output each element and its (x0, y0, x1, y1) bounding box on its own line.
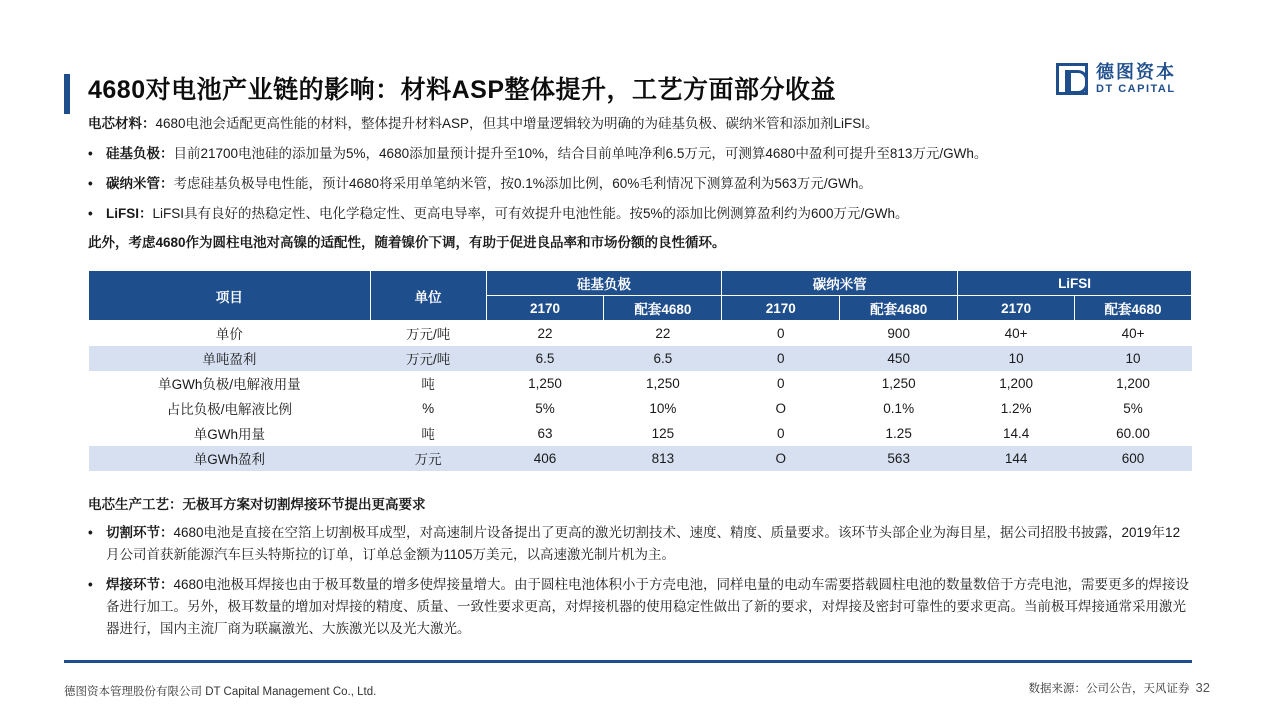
intro-label: 电芯材料： (88, 116, 156, 131)
row-value: 0.1% (883, 400, 915, 416)
table-row (89, 421, 1192, 446)
logo-en-text: DT CAPITAL (1096, 83, 1176, 95)
logo-cn-text: 德图资本 (1096, 62, 1176, 82)
bullet-text: 4680电池是直接在空箔上切割极耳成型，对高速制片设备提出了更高的激光切割技术、速度、精度、质量要求。该环节头部企业为海目星，据公司招股书披露，2019年12月公司首获新能源汽车巨头特斯拉的订单，订单总金额为1105万美元，以高速激光制片机为主。 (106, 525, 1181, 562)
header-sub-col: 2170 (486, 296, 604, 321)
table-row (89, 446, 1192, 471)
bullet-label: 硅基负极： (106, 146, 174, 161)
table-row (89, 321, 1192, 346)
bullet-text: 考虑硅基负极导电性能，预计4680将采用单笔纳米管，按0.1%添加比例，60%毛利情况下测算盈利为563万元/GWh。 (173, 176, 872, 191)
row-value: 125 (651, 425, 675, 441)
row-value: 0 (777, 375, 785, 391)
row-value: 0 (777, 325, 785, 341)
row-value: 450 (840, 346, 958, 371)
row-value: 1,250 (528, 375, 562, 391)
row-value: 1,200 (999, 375, 1033, 391)
materials-table (88, 270, 1192, 471)
row-value: 1.25 (885, 425, 912, 441)
bullet-dot-icon: • (88, 525, 93, 540)
header-sub-col: 2170 (722, 296, 840, 321)
row-value: 813 (604, 446, 722, 471)
bullet-text: 4680电池极耳焊接也由于极耳数量的增多使焊接量增大。由于圆柱电池体积小于方壳电池，同样电量的电动车需要搭载圆柱电池的数量数倍于方壳电池，需要更多的焊接设备进行加工。另外，极耳数量的增加对焊接的精度、质量、一致性要求更高，对焊接机器的使用稳定性做出了新的要求，对焊接及密封可靠性的要求更高。当前极耳焊接通常采用激光器进行，国内主流厂商为联赢激光、大族激光以及光大激光。 (106, 577, 1190, 636)
bullet-label: LiFSI： (106, 206, 153, 221)
row-unit: 万元/吨 (406, 327, 451, 343)
row-value: 40+ (1004, 325, 1028, 341)
header-sub-col: 2170 (958, 296, 1075, 321)
row-value: 40+ (1121, 325, 1145, 341)
row-value: 6.5 (486, 346, 604, 371)
bullet-dot-icon: • (88, 176, 93, 191)
process-section (88, 495, 1192, 640)
row-item: 单GWh盈利 (89, 446, 371, 471)
table-row (89, 346, 1192, 371)
row-value: 10% (649, 400, 677, 416)
page-title: 4680对电池产业链的影响：材料ASP整体提升，工艺方面部分收益 (88, 76, 837, 104)
process-heading: 电芯生产工艺：无极耳方案对切割焊接环节提出更高要求 (88, 497, 426, 512)
row-unit: 万元/吨 (370, 346, 486, 371)
row-value: 0 (722, 346, 840, 371)
bullet-dot-icon: • (88, 577, 93, 592)
row-value: 6.5 (604, 346, 722, 371)
row-value: 14.4 (1002, 425, 1030, 441)
row-value: 22 (655, 325, 671, 341)
header-item: 项目 (89, 271, 371, 321)
logo-icon (1056, 63, 1088, 95)
header-sub-col: 配套4680 (1075, 296, 1192, 321)
bullet-dot-icon: • (88, 146, 93, 161)
row-value: 10 (1075, 346, 1192, 371)
bullet-silicon (88, 144, 1198, 163)
bullet-label: 焊接环节： (106, 577, 174, 592)
header-unit: 单位 (370, 271, 486, 321)
page-number: 32 (1195, 680, 1210, 695)
row-unit: 万元 (370, 446, 486, 471)
bullet-text: LiFSI具有良好的热稳定性、电化学稳定性、更高电导率，可有效提升电池性能。按5%的添加比例测算盈利约为600万元/GWh。 (152, 206, 909, 221)
table-row (89, 396, 1192, 421)
row-item: 单GWh负极/电解液用量 (158, 377, 301, 392)
bullet-cutting (88, 522, 1192, 566)
table-body (89, 321, 1192, 471)
row-value: 1,200 (1116, 375, 1150, 391)
bullet-label: 切割环节： (106, 525, 174, 540)
bullet-lifsi (88, 204, 1198, 223)
row-value: 5% (1123, 400, 1143, 416)
row-value: 5% (535, 400, 555, 416)
row-value: 1,250 (881, 375, 916, 391)
bullet-text: 目前21700电池硅的添加量为5%，4680添加量预计提升至10%，结合目前单吨净利6.5万元，可测算4680中盈利可提升至813万元/GWh。 (173, 146, 988, 161)
bullet-welding (88, 574, 1192, 640)
row-value: 10 (958, 346, 1075, 371)
row-value: 0 (777, 425, 785, 441)
header-group-silicon: 硅基负极 (486, 271, 722, 296)
footer-source (1029, 680, 1210, 696)
bullet-cnt (88, 174, 1198, 193)
row-value: 63 (537, 425, 553, 441)
row-item: 单GWh用量 (193, 427, 265, 442)
row-value: O (775, 400, 787, 416)
materials-section (88, 114, 1198, 252)
intro-text: 4680电池会适配更高性能的材料，整体提升材料ASP，但其中增量逻辑较为明确的为硅基负极、碳纳米管和添加剂LiFSI。 (155, 116, 879, 131)
row-value: 406 (486, 446, 604, 471)
row-unit: 吨 (421, 427, 435, 442)
intro-paragraph (88, 114, 1198, 133)
source-text: 数据来源：公司公告，天风证券 (1028, 683, 1190, 695)
row-value: 144 (958, 446, 1075, 471)
summary-paragraph: 此外，考虑4680作为圆柱电池对高镍的适配性，随着镍价下调，有助于促进良品率和市场份额的良性循环。 (88, 235, 726, 250)
header-sub-col: 配套4680 (604, 296, 722, 321)
header-sub-col: 配套4680 (840, 296, 958, 321)
row-item: 单吨盈利 (89, 346, 371, 371)
row-item: 占比负极/电解液比例 (166, 402, 292, 417)
header-group-lifsi: LiFSI (958, 271, 1192, 296)
row-item: 单价 (215, 327, 243, 343)
footer-divider (64, 660, 1192, 663)
row-value: 900 (887, 325, 910, 341)
footer-company: 德图资本管理股份有限公司 DT Capital Management Co., Ltd. (64, 686, 377, 698)
row-value: 60.00 (1116, 425, 1150, 441)
row-value: O (722, 446, 840, 471)
row-value: 1.2% (1000, 400, 1032, 416)
row-value: 563 (840, 446, 958, 471)
row-value: 1,250 (646, 375, 680, 391)
bullet-label: 碳纳米管： (106, 176, 174, 191)
row-unit: % (422, 400, 435, 416)
table-row (89, 371, 1192, 396)
row-unit: 吨 (421, 377, 435, 392)
company-logo (1056, 62, 1176, 96)
bullet-dot-icon: • (88, 206, 93, 221)
title-accent-bar (64, 74, 70, 114)
header-group-cnt: 碳纳米管 (722, 271, 958, 296)
row-value: 600 (1075, 446, 1192, 471)
row-value: 22 (537, 325, 553, 341)
